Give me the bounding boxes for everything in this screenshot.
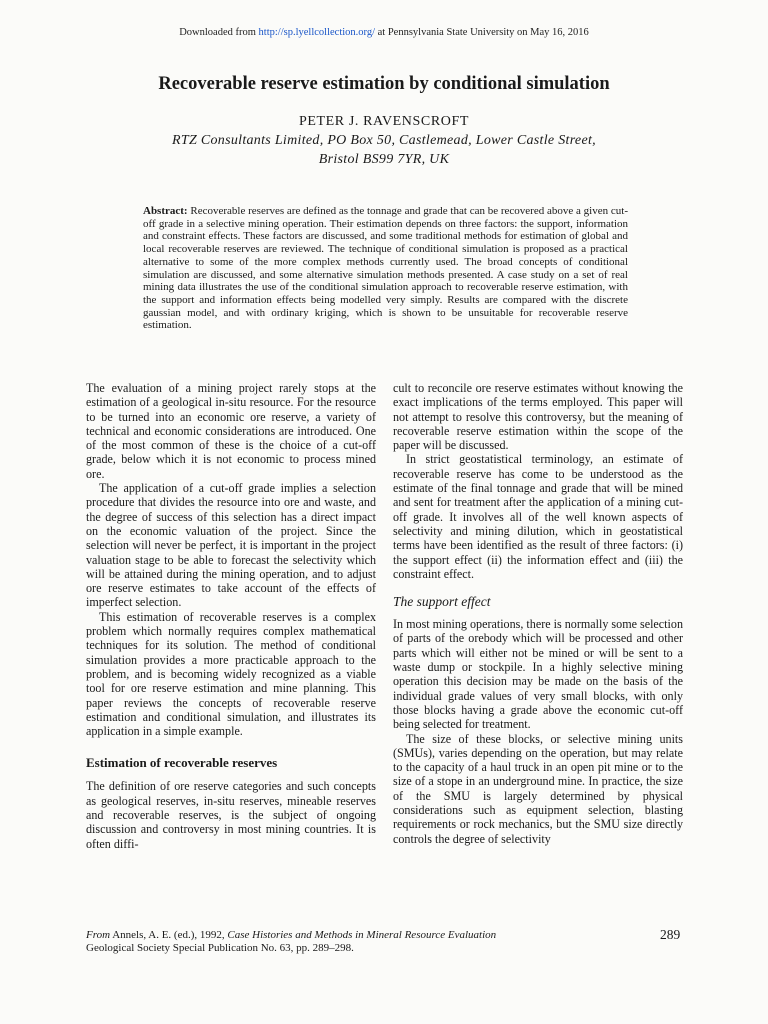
citation-line-1 <box>86 929 686 942</box>
abstract <box>143 205 628 332</box>
left-paragraph-1: The evaluation of a mining project rarely stops at the estimation of a geological in-situ resource. For the resource to be turned into an economic ore reserve, a variety of technical and economic considerations are introduced. One of the most common of these is the choice of a cut-off grade, below which it is not economic to process mined ore. <box>86 381 376 481</box>
download-prefix: Downloaded from <box>179 27 259 38</box>
right-paragraph-2: In strict geostatistical terminology, an estimate of recoverable reserve has come to be understood as the estimate of the final tonnage and grade that will be mined and sent for treatment after the application of a mining cut-off grade. It involves all of the well known aspects of selectivity and mining dilution, which in geostatistical terms have been identified as the result of three factors: (i) the support effect (ii) the information effect and (iii) the constraint effect. <box>393 452 683 581</box>
section-heading: Estimation of recoverable reserves <box>86 755 278 771</box>
author-name: PETER J. RAVENSCROFT <box>298 114 470 129</box>
download-link[interactable]: http://sp.lyellcollection.org/ <box>258 27 376 38</box>
citation-book-title: Case Histories and Methods in Mineral Resource Evaluation <box>227 929 497 941</box>
right-paragraph-4: The size of these blocks, or selective mining units (SMUs), varies depending on the operation, but may relate to the capacity of a haul truck in an open pit mine or to the size of a stope in an underground mine. In practice, the size of the SMU is largely determined by physical considerations such as equipment selection, blasting requirements or rock mechanics, but the SMU size directly controls the degree of selectivity <box>393 731 683 846</box>
download-notice <box>0 27 768 38</box>
abstract-text: Recoverable reserves are defined as the tonnage and grade that can be recovered above a given cut-off grade in a selective mining operation. Their estimation depends on three factors: the support, information and constraint effects. These factors are discussed, and some traditional methods for estimation of global and local recoverable reserves are reviewed. The technique of conditional simulation is proposed as a practical alternative to some of the more complex methods currently used. The broad concepts of conditional simulation are discussed, and some alternative simulation methods presented. A case study on a set of real mining data illustrates the use of the conditional simulation approach to recoverable reserve estimation, with the support and information effects being modelled very simply. Results are compared with the discrete gaussian model, and with ordinary kriging, which is shown to be unsuitable for recoverable reserve estimation. <box>143 205 628 332</box>
abstract-label: Abstract: <box>143 205 188 217</box>
right-column <box>393 381 683 846</box>
subsection-heading: The support effect <box>393 594 491 610</box>
paper-title: Recoverable reserve estimation by conditional simulation <box>158 74 610 94</box>
affiliation-line-1: RTZ Consultants Limited, PO Box 50, Castlemead, Lower Castle Street, <box>172 133 596 148</box>
citation-footer <box>86 929 686 955</box>
left-paragraph-2: The application of a cut-off grade implies a selection procedure that divides the resource into ore and waste, and the degree of success of this selection has a direct impact on the economic valuation of the project. Since the selection will never be perfect, it is important in the project valuation stage to be able to forecast the selectivity which will be attained during the mining operation, and to adjust ore reserve estimates to take account of the effects of imperfect selection. <box>86 481 376 610</box>
left-paragraph-4: The definition of ore reserve categories and such concepts as geological reserves, in-situ reserves, mineable reserves and recoverable reserves, is the subject of ongoing discussion and controversy in most mining countries. It is often diffi- <box>86 779 376 851</box>
affiliation-line-2: Bristol BS99 7YR, UK <box>318 152 450 167</box>
left-column <box>86 381 376 851</box>
citation-line-2: Geological Society Special Publication No. 63, pp. 289–298. <box>86 942 354 954</box>
right-paragraph-3: In most mining operations, there is normally some selection of parts of the orebody which will be processed and other parts which will either not be mined or will be sent to a waste dump or stockpile. In a highly selective mining operation this decision may be made on the basis of the individual grade values of very small blocks, with only those blocks having a grade above the economic cut-off being selected for treatment. <box>393 617 683 732</box>
citation-from: From <box>86 929 111 941</box>
author-affiliation <box>0 131 768 169</box>
left-paragraph-3: This estimation of recoverable reserves is a complex problem which normally requires complex mathematical techniques for its solution. The method of conditional simulation provides a more practicable approach to the problem, and is becoming widely recognized as a viable tool for ore reserve estimation and mine planning. This paper reviews the concepts of recoverable reserve estimation and conditional simulation, and illustrates its application in a simple example. <box>86 609 376 739</box>
page-number: 289 <box>660 927 681 942</box>
citation-editor: Annels, A. E. (ed.), 1992, <box>110 929 228 941</box>
download-suffix: at Pennsylvania State University on May 16, 2016 <box>375 27 589 38</box>
right-paragraph-1: cult to reconcile ore reserve estimates without knowing the exact implications of the terms employed. This paper will not attempt to resolve this controversy, but the meaning of recoverable reserve estimation within the scope of the paper will be discussed. <box>393 381 683 453</box>
